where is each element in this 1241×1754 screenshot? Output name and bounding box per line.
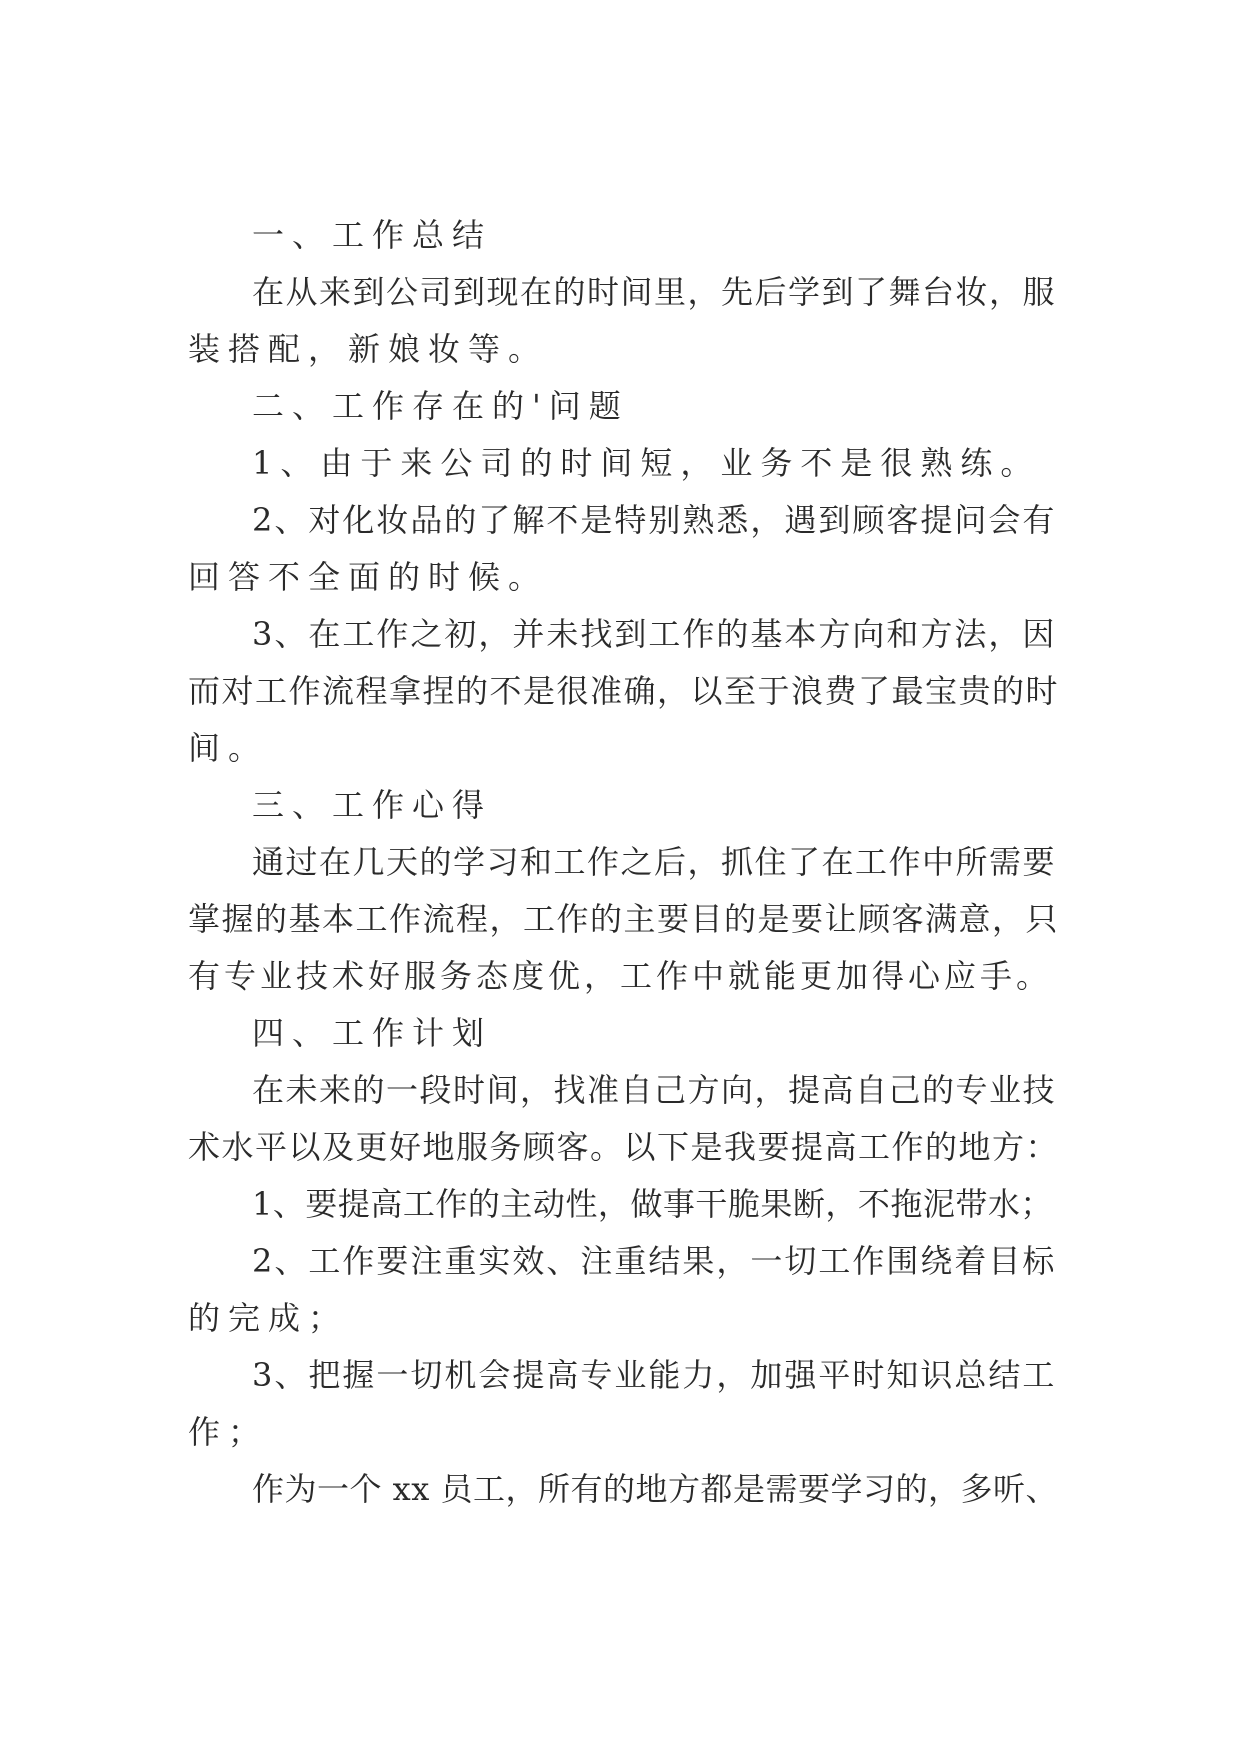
paragraph-line: 回答不全面的时候。 [188,558,549,596]
list-item: 3、把握一切机会提高专业能力，加强平时知识总结工 [252,1356,1057,1394]
paragraph-line: 有专业技术好服务态度优，工作中就能更加得心应手。 [188,957,1053,995]
paragraph-line: 掌握的基本工作流程，工作的主要目的是要让顾客满意，只 [188,900,1060,938]
paragraph-line: 而对工作流程拿捏的不是很准确，以至于浪费了最宝贵的时 [188,672,1060,710]
paragraph-line: 术水平以及更好地服务顾客。以下是我要提高工作的地方： [188,1128,1060,1166]
heading-work-problems: 二、工作存在的'问题 [252,387,629,425]
paragraph-line: 在未来的一段时间，找准自己方向，提高自己的专业技 [252,1071,1057,1109]
paragraph-line: 在从来到公司到现在的时间里，先后学到了舞台妆，服 [252,273,1057,311]
list-item: 3、在工作之初，并未找到工作的基本方向和方法，因 [252,615,1057,653]
paragraph-line: 的完成； [188,1299,349,1337]
paragraph-line: 间。 [188,729,269,767]
list-item: 2、对化妆品的了解不是特别熟悉，遇到顾客提问会有 [252,501,1057,539]
heading-work-summary: 一、工作总结 [252,216,493,254]
heading-work-plan: 四、工作计划 [252,1014,493,1052]
list-item: 1、由于来公司的时间短，业务不是很熟练。 [252,444,1041,482]
list-item: 1、要提高工作的主动性，做事干脆果断，不拖泥带水； [252,1185,1053,1223]
paragraph-line: 装搭配，新娘妆等。 [188,330,549,368]
paragraph-line: 通过在几天的学习和工作之后，抓住了在工作中所需要 [252,843,1057,881]
paragraph-line: 作； [188,1413,269,1451]
paragraph-line: 作为一个 xx 员工，所有的地方都是需要学习的，多听、 [252,1470,1058,1508]
list-item: 2、工作要注重实效、注重结果，一切工作围绕着目标 [252,1242,1057,1280]
heading-work-insights: 三、工作心得 [252,786,493,824]
